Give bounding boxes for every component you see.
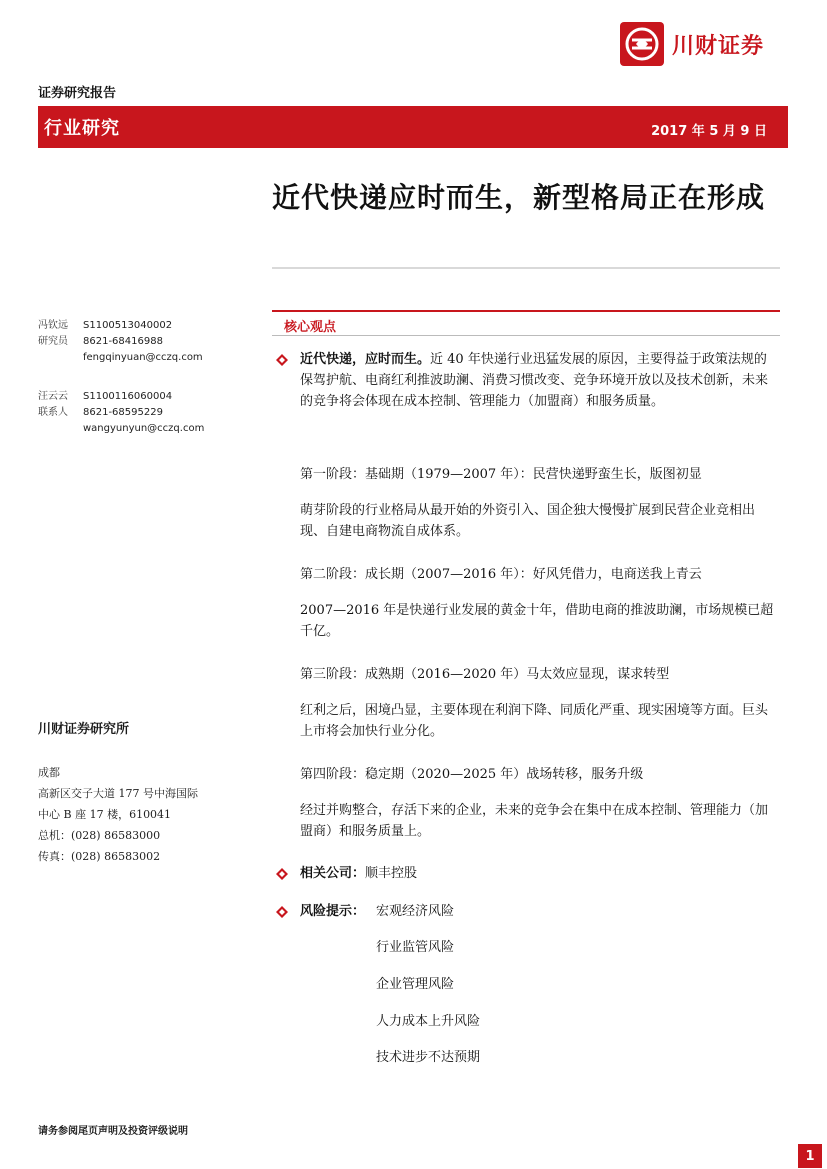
risk-label-text: 风险提示：: [300, 904, 366, 919]
analyst-license: S1100116060004: [83, 391, 173, 402]
related-label: 相关公司：: [300, 866, 366, 881]
risk-item: 企业管理风险: [376, 977, 455, 992]
analyst-license: S1100513040002: [83, 320, 173, 331]
analyst-name: 冯钦远: [38, 320, 68, 331]
analyst-role: 联系人: [38, 407, 68, 418]
disclaimer-note: 请务参阅尾页声明及投资评级说明: [38, 1126, 188, 1137]
core-view-text: 近 40 年快递行业迅猛发展的原因，主要得益于政策法规的保驾护航、电商红利推波助澜、消费习惯改变、竞争环境开放以及技术创新，未来的竞争将会体现在成本控制、管理能力（加盟商）和服务质量。: [300, 352, 769, 409]
report-type-label: 证券研究报告: [38, 86, 117, 101]
stage-1-title: 第一阶段：基础期（1979—2007 年）：民营快递野蛮生长，版图初显: [300, 467, 702, 482]
analyst-email[interactable]: fengqinyuan@cczq.com: [83, 352, 203, 363]
stage-2-text: 2007—2016 年是快递行业发展的黄金十年，借助电商的推波助澜，市场规模已超千亿。: [300, 603, 774, 639]
stage-4-text: 经过并购整合，存活下来的企业，未来的竞争会在集中在成本控制、管理能力（加盟商）和服务质量上。: [300, 803, 769, 839]
risk-item: 人力成本上升风险: [376, 1014, 481, 1029]
analyst-phone: 8621-68595229: [83, 407, 163, 418]
key-points-heading: 核心观点: [284, 320, 337, 335]
institute-fax: 传真：(028) 86583002: [38, 850, 161, 863]
risk-label: [300, 901, 365, 922]
core-view-paragraph: [300, 349, 774, 412]
section-bottom-rule: [272, 335, 780, 336]
core-view-lead: 近代快递，应时而生。: [300, 352, 431, 367]
stage-3-title: 第三阶段：成熟期（2016—2020 年）马太效应显现，谋求转型: [300, 667, 670, 682]
institute-name: 川财证券研究所: [38, 722, 130, 737]
stage-4-title: 第四阶段：稳定期（2020—2025 年）战场转移，服务升级: [300, 767, 644, 782]
institute-contact: [38, 762, 198, 867]
analyst-email[interactable]: wangyunyun@cczq.com: [83, 423, 205, 434]
diamond-bullet-icon: [276, 868, 288, 880]
institute-city: 成都: [38, 766, 60, 779]
report-title: 近代快递应时而生，新型格局正在形成: [272, 181, 766, 214]
analyst-role: 研究员: [38, 336, 68, 347]
brand-logo: [620, 22, 790, 66]
risk-item: 宏观经济风险: [376, 904, 455, 919]
related-value: 顺丰控股: [365, 866, 418, 881]
logo-emblem-icon: [620, 22, 664, 66]
page-number: 1: [798, 1144, 822, 1168]
institute-address-2: 中心 B 座 17 楼，610041: [38, 808, 172, 821]
diamond-bullet-icon: [276, 354, 288, 366]
band-title: 行业研究: [44, 118, 120, 139]
risk-item: 行业监管风险: [376, 940, 455, 955]
title-divider: [272, 267, 780, 269]
report-date: 2017 年 5 月 9 日: [651, 124, 767, 139]
diamond-bullet-icon: [276, 906, 288, 918]
analyst-card: [38, 389, 204, 437]
section-top-rule: [272, 310, 780, 312]
institute-address-1: 高新区交子大道 177 号中海国际: [38, 787, 198, 800]
analyst-phone: 8621-68416988: [83, 336, 163, 347]
analyst-card: [38, 318, 203, 366]
analyst-name: 汪云云: [38, 391, 68, 402]
institute-phone: 总机：(028) 86583000: [38, 829, 161, 842]
risk-item: 技术进步不达预期: [376, 1050, 481, 1065]
stage-2-title: 第二阶段：成长期（2007—2016 年）：好风凭借力，电商送我上青云: [300, 567, 702, 582]
brand-name: 川财证券: [672, 33, 765, 59]
stage-1-text: 萌芽阶段的行业格局从最开始的外资引入、国企独大慢慢扩展到民营企业竞相出现、自建电商物流自成体系。: [300, 503, 756, 539]
related-company: [300, 863, 774, 884]
stage-3-text: 红利之后，困境凸显，主要体现在利润下降、同质化严重、现实困境等方面。巨头上市将会加快行业分化。: [300, 703, 769, 739]
